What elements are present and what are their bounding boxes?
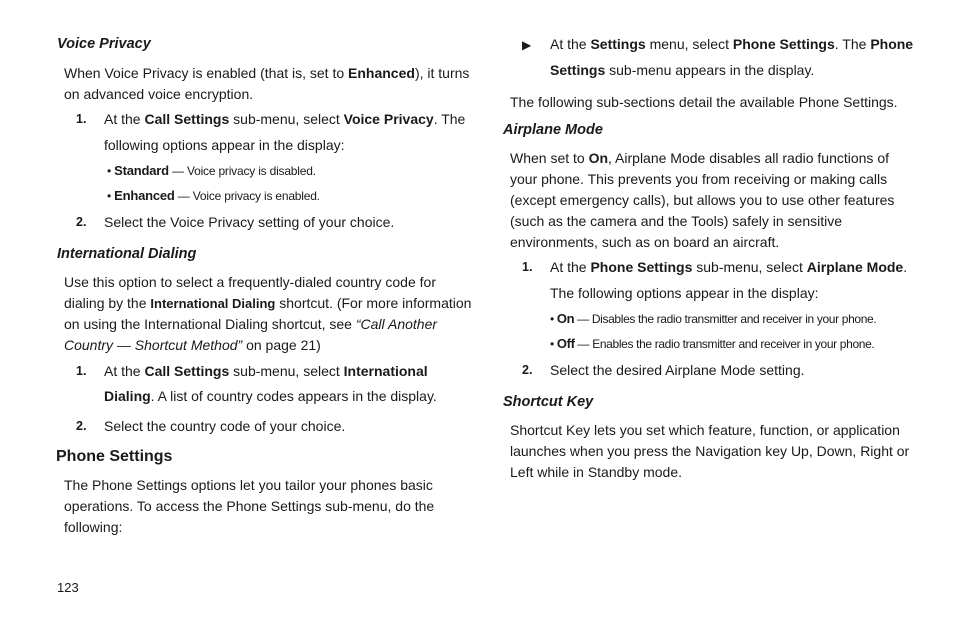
step-number: 1.	[76, 364, 87, 378]
voice-privacy-heading: Voice Privacy	[57, 36, 151, 52]
intl-dialing-step1: At the Call Settings sub-menu, select International	[104, 363, 428, 379]
airplane-step1: At the Phone Settings sub-menu, select Airplane Mode.	[550, 259, 908, 275]
bullet-enhanced: • Enhanced — Voice privacy is enabled.	[107, 188, 320, 203]
phone-settings-p3: following:	[64, 519, 123, 535]
voice-privacy-step1: At the Call Settings sub-menu, select Voice Privacy. The	[104, 111, 466, 127]
airplane-p2: your phone. This prevents you from receiving or making calls	[510, 171, 888, 187]
shortcut-p3: Left while in Standby mode.	[510, 464, 682, 480]
voice-privacy-step1-cont: following options appear in the display:	[104, 137, 345, 153]
bullet-on: • On — Disables the radio transmitter and receiver in your phone.	[550, 311, 877, 326]
arrow-bullet-icon: ▶	[522, 38, 532, 52]
step-number: 1.	[522, 260, 533, 274]
airplane-p1: When set to On, Airplane Mode disables all radio functions of	[510, 150, 889, 166]
bullet-off: • Off — Enables the radio transmitter and receiver in your phone.	[550, 336, 875, 351]
intl-dialing-step1-cont: Dialing. A list of country codes appears in the display.	[104, 388, 437, 404]
step-number: 2.	[76, 215, 87, 229]
intl-dialing-heading: International Dialing	[57, 246, 197, 262]
airplane-p4: (such as the camera and the Tools) safely in sensitive	[510, 213, 843, 229]
phone-settings-p2: operations. To access the Phone Settings sub-menu, do the	[64, 498, 435, 514]
step-number: 1.	[76, 112, 87, 126]
intl-dialing-p3: on using the International Dialing shortcut, see “Call Another	[64, 316, 438, 332]
airplane-mode-heading: Airplane Mode	[503, 122, 603, 138]
intl-dialing-p2: dialing by the International Dialing shortcut. (For more information	[64, 295, 472, 311]
intl-dialing-p4: Country — Shortcut Method” on page 21)	[64, 337, 321, 353]
airplane-step2: Select the desired Airplane Mode setting.	[550, 362, 805, 378]
airplane-step1-cont: The following options appear in the display:	[550, 285, 819, 301]
voice-privacy-step2: Select the Voice Privacy setting of your choice.	[104, 214, 395, 230]
voice-privacy-intro: When Voice Privacy is enabled (that is, set to Enhanced), it turns	[64, 65, 470, 81]
voice-privacy-intro-2: on advanced voice encryption.	[64, 86, 254, 102]
step-number: 2.	[76, 419, 87, 433]
intl-dialing-p1: Use this option to select a frequently-dialed country code for	[64, 274, 436, 290]
shortcut-key-heading: Shortcut Key	[503, 394, 594, 410]
subsections-text: The following sub-sections detail the available Phone Settings.	[510, 94, 898, 110]
airplane-p5: environments, such as on board an aircraft.	[510, 234, 780, 250]
bullet-standard: • Standard — Voice privacy is disabled.	[107, 163, 316, 178]
phone-settings-step: At the Settings menu, select Phone Settings. The Phone	[550, 36, 914, 52]
shortcut-p1: Shortcut Key lets you set which feature, function, or application	[510, 422, 900, 438]
page-number: 123	[57, 580, 79, 595]
step-number: 2.	[522, 363, 533, 377]
phone-settings-p1: The Phone Settings options let you tailor your phones basic	[64, 477, 433, 493]
phone-settings-heading: Phone Settings	[56, 448, 173, 465]
phone-settings-step-cont: Settings sub-menu appears in the display.	[550, 62, 815, 78]
shortcut-p2: launches when you press the Navigation key Up, Down, Right or	[510, 443, 910, 459]
intl-dialing-step2: Select the country code of your choice.	[104, 418, 346, 434]
airplane-p3: (except emergency calls), but allows you to use other features	[510, 192, 895, 208]
